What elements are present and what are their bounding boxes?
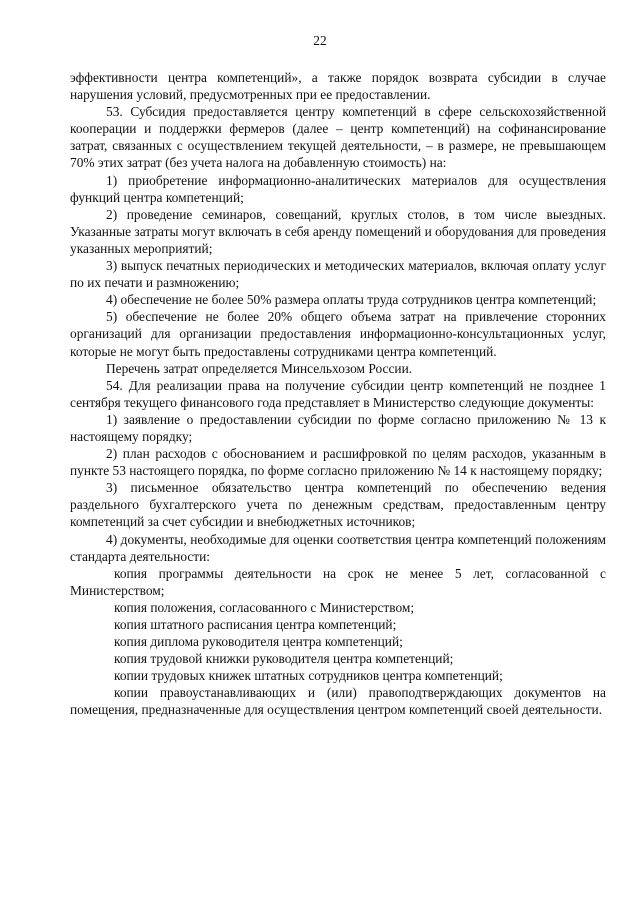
paragraph: 3) письменное обязательство центра компетенций по обеспечению ведения раздельного бухгалтерского учета по денежным средствам, предоставленным центру компетенций за счет субсидии и внебюджетных источников; [70,480,606,530]
document-body [70,69,606,719]
paragraph: 4) обеспечение не более 50% размера оплаты труда сотрудников центра компетенций; [106,292,597,308]
paragraph: Перечень затрат определяется Минсельхозом России. [106,360,413,376]
paragraph: 5) обеспечение не более 20% общего объема затрат на привлечение сторонних организаций для организации предоставления информационно-консультационных услуг, которые не могут быть предоставлены сотрудниками центра компетенций. [70,309,606,359]
paragraph: копия диплома руководителя центра компетенций; [114,634,403,650]
paragraph: 2) проведение семинаров, совещаний, круглых столов, в том числе выездных. Указанные затраты могут включать в себя аренду помещений и оборудования для проведения указанных мероприятий; [70,206,606,256]
paragraph: 3) выпуск печатных периодических и методических материалов, включая оплату услуг по их печати и размножению; [70,258,606,291]
paragraph: 53. Субсидия предоставляется центру компетенций в сфере сельскохозяйственной кооперации и поддержки фермеров (далее – центр компетенций) на софинансирование затрат, связанных с осуществлением текущей деятельности, – в размере, не превышающем 70% этих затрат (без учета налога на добавленную стоимость) на: [70,104,606,171]
paragraph: 54. Для реализации права на получение субсидии центр компетенций не позднее 1 сентября текущего финансового года представляет в Министерство следующие документы: [70,377,606,410]
paragraph: эффективности центра компетенций», а также порядок возврата субсидии в случае нарушения условий, предусмотренных при ее предоставлении. [70,70,606,103]
paragraph: копия штатного расписания центра компетенций; [114,617,397,632]
paragraph: копия положения, согласованного с Министерством; [114,599,415,615]
page-number: 22 [313,33,327,48]
paragraph: 2) план расходов с обоснованием и расшифровкой по целям расходов, указанным в пункте 53 настоящего порядка, по форме согласно приложению № 14 к настоящему порядку; [70,446,606,479]
paragraph: копии правоустанавливающих и (или) правоподтверждающих документов на помещения, предназначенные для осуществления центром компетенций своей деятельности. [70,685,606,718]
paragraph: 1) приобретение информационно-аналитических материалов для осуществления функций центра компетенций; [70,172,606,205]
paragraph: 4) документы, необходимые для оценки соответствия центра компетенций положениям стандарта деятельности: [70,531,606,564]
paragraph: копии трудовых книжек штатных сотрудников центра компетенций; [114,668,503,684]
paragraph: копия программы деятельности на срок не менее 5 лет, согласованной с Министерством; [70,565,606,598]
paragraph: 1) заявление о предоставлении субсидии по форме согласно приложению № 13 к настоящему порядку; [70,411,606,444]
paragraph: копия трудовой книжки руководителя центра компетенций; [114,651,454,667]
